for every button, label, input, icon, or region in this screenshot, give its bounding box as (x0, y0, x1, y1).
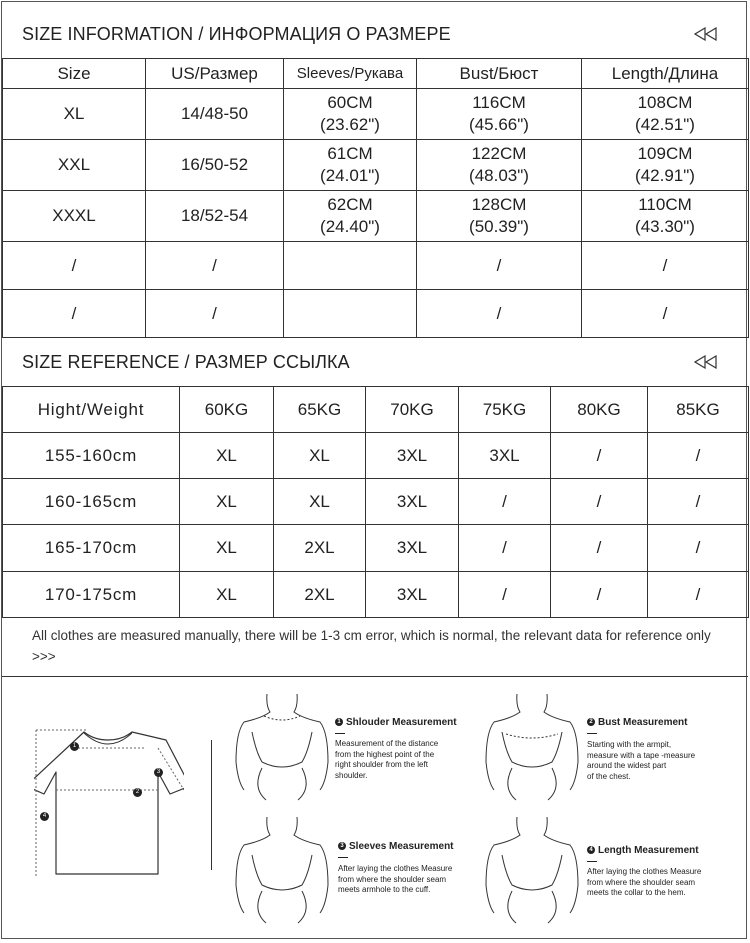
us-cell: 16/50-52 (146, 140, 284, 191)
tshirt-marker: 4 (40, 812, 49, 821)
header-bust: Bust/Бюст (417, 59, 582, 89)
size-information-table (2, 58, 749, 338)
size-cell: XXXL (3, 191, 146, 242)
tshirt-marker: 3 (154, 768, 163, 777)
table-row (3, 290, 749, 338)
sleeves-figure (232, 815, 332, 925)
bust-cell: 116CM (45.66") (417, 89, 582, 140)
size-reference-title: SIZE REFERENCE / РАЗМЕР ССЫЛКА (22, 351, 350, 372)
table-row (3, 525, 749, 572)
table-header-row (3, 387, 749, 433)
value-cell: / (648, 433, 749, 479)
value-cell: 3XL (366, 479, 459, 525)
rewind-icon (694, 355, 718, 369)
bust-cell: / (417, 242, 582, 290)
height-cell: 155-160cm (3, 433, 180, 479)
value-cell: / (459, 572, 551, 618)
section-divider (2, 676, 748, 677)
weight-header: 70KG (366, 387, 459, 433)
length-cell: 108CM (42.51") (582, 89, 749, 140)
table-row (3, 89, 749, 140)
sleeves-cell: 61CM (24.01") (284, 140, 417, 191)
us-cell: / (146, 242, 284, 290)
rewind-icon (694, 27, 718, 41)
size-cell: / (3, 290, 146, 338)
value-cell: 2XL (274, 525, 366, 572)
height-cell: 170-175cm (3, 572, 180, 618)
value-cell: XL (180, 525, 274, 572)
length-cell: 109CM (42.91") (582, 140, 749, 191)
header-size: Size (3, 59, 146, 89)
bust-cell: / (417, 290, 582, 338)
weight-header: 65KG (274, 387, 366, 433)
measurement-note: All clothes are measured manually, there will be 1-3 cm error, which is normal, the relevant data for reference only >>> (32, 628, 711, 664)
size-cell: / (3, 242, 146, 290)
length-figure (482, 815, 582, 925)
header-sleeves: Sleeves/Рукава (284, 59, 417, 89)
table-row (3, 140, 749, 191)
height-cell: 165-170cm (3, 525, 180, 572)
value-cell: / (551, 479, 648, 525)
value-cell: XL (180, 479, 274, 525)
length-cell: / (582, 242, 749, 290)
sleeves-cell (284, 290, 417, 338)
caption-rule (587, 861, 597, 862)
measurement-description: After laying the clothes Measure from where the shoulder seam meets armhole to the cuff. (338, 864, 453, 894)
size-reference-header (2, 336, 748, 388)
us-cell: 14/48-50 (146, 89, 284, 140)
length-cell: / (582, 290, 749, 338)
caption-rule (335, 733, 345, 734)
value-cell: / (551, 525, 648, 572)
height-cell: 160-165cm (3, 479, 180, 525)
tshirt-marker: 1 (70, 742, 79, 751)
bust-cell: 128CM (50.39") (417, 191, 582, 242)
weight-header: 75KG (459, 387, 551, 433)
header-us: US/Размер (146, 59, 284, 89)
value-cell: 3XL (366, 572, 459, 618)
diagram-divider (211, 740, 212, 870)
corner-cell: Hight/Weight (3, 387, 180, 433)
table-row (3, 242, 749, 290)
size-cell: XL (3, 89, 146, 140)
sleeves-cell: 60CM (23.62") (284, 89, 417, 140)
value-cell: 3XL (459, 433, 551, 479)
us-cell: 18/52-54 (146, 191, 284, 242)
measurement-title: 2 Bust Measurement (587, 717, 687, 728)
us-cell: / (146, 290, 284, 338)
size-information-header (2, 8, 748, 60)
table-row (3, 572, 749, 618)
measurement-title: 3 Sleeves Measurement (338, 841, 454, 852)
weight-header: 60KG (180, 387, 274, 433)
value-cell: XL (274, 433, 366, 479)
length-cell: 110CM (43.30") (582, 191, 749, 242)
caption-rule (338, 857, 348, 858)
value-cell: / (648, 525, 749, 572)
caption-rule (587, 733, 597, 734)
value-cell: XL (180, 433, 274, 479)
value-cell: / (459, 525, 551, 572)
table-row (3, 479, 749, 525)
shoulder-figure (232, 692, 332, 802)
measurement-description: After laying the clothes Measure from where the shoulder seam meets the collar to the hem. (587, 867, 702, 897)
value-cell: 2XL (274, 572, 366, 618)
value-cell: / (551, 433, 648, 479)
sleeves-cell: 62CM (24.40") (284, 191, 417, 242)
header-length: Length/Длина (582, 59, 749, 89)
measurement-title: 4 Length Measurement (587, 845, 699, 856)
value-cell: / (648, 479, 749, 525)
value-cell: / (648, 572, 749, 618)
value-cell: / (459, 479, 551, 525)
value-cell: 3XL (366, 433, 459, 479)
table-header-row (3, 59, 749, 89)
weight-header: 85KG (648, 387, 749, 433)
size-information-title: SIZE INFORMATION / ИНФОРМАЦИЯ О РАЗМЕРЕ (22, 23, 451, 44)
bust-figure (482, 692, 582, 802)
size-cell: XXL (3, 140, 146, 191)
tshirt-marker: 2 (133, 788, 142, 797)
value-cell: XL (274, 479, 366, 525)
weight-header: 80KG (551, 387, 648, 433)
table-row (3, 191, 749, 242)
measurement-description: Starting with the armpit, measure with a tape -measure around the widest part of the chest. (587, 740, 696, 781)
measurement-title: 1 Shlouder Measurement (335, 717, 457, 728)
value-cell: 3XL (366, 525, 459, 572)
measurement-description: Measurement of the distance from the highest point of the right shoulder from the left shoulder. (335, 739, 439, 780)
value-cell: XL (180, 572, 274, 618)
sleeves-cell (284, 242, 417, 290)
tshirt-diagram (34, 728, 184, 878)
size-reference-table (2, 386, 749, 618)
table-row (3, 433, 749, 479)
value-cell: / (551, 572, 648, 618)
bust-cell: 122CM (48.03") (417, 140, 582, 191)
